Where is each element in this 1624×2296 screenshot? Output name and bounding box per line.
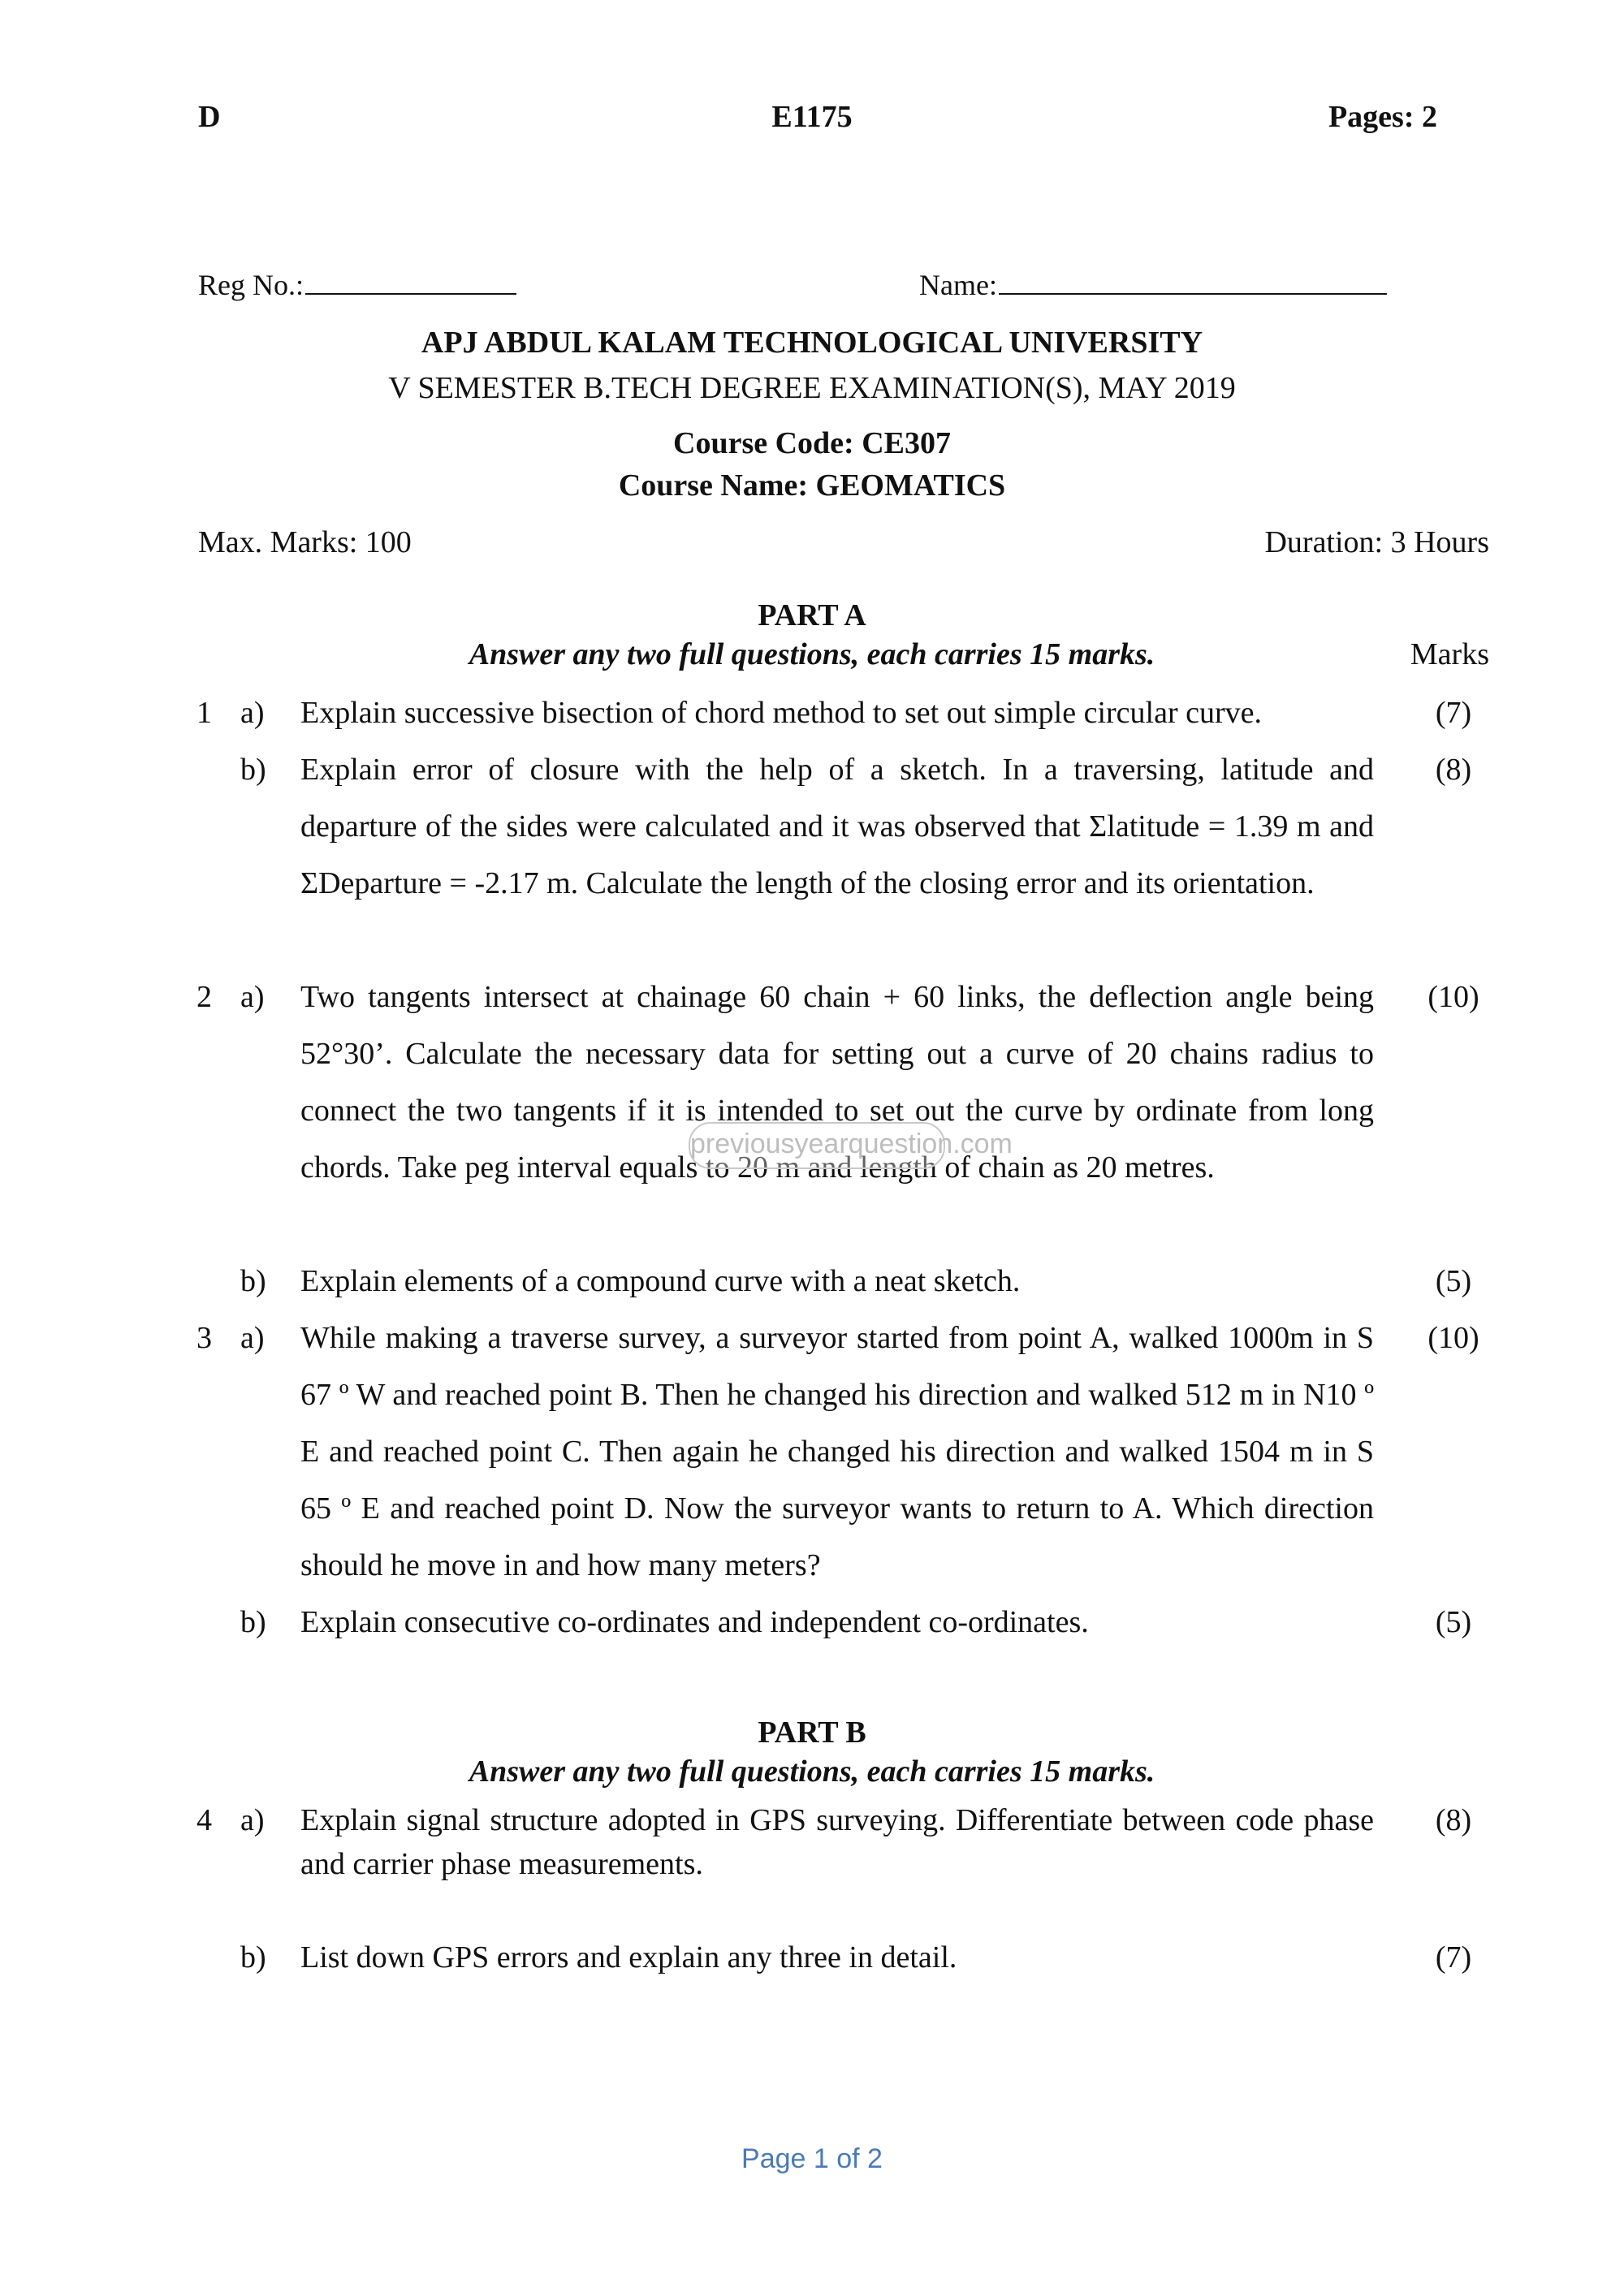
question-part: a): [240, 1321, 265, 1355]
watermark-logo: previousyearquestion.com: [689, 1122, 945, 1169]
question-text: Explain error of closure with the help of a sketch. In a traversing, latitude and departure of the sides were calculated and it was observed that Σlatitude = 1.39 m and ΣDeparture = -2.17 m. Calculate the length of the closing error and its orientation.: [300, 753, 1374, 900]
max-marks: Max. Marks: 100: [198, 525, 412, 559]
question-part: a): [240, 1803, 265, 1837]
name-field: [919, 268, 1387, 302]
question-marks: (7): [1435, 696, 1472, 730]
question-text: Explain consecutive co-ordinates and independent co-ordinates.: [300, 1605, 1089, 1639]
question-part: a): [240, 696, 265, 730]
question-text: While making a traverse survey, a surveyor started from point A, walked 1000m in S 67 º W and reached point B. Then he changed his direction and walked 512 m in N10 º E and reached point C. Then again he changed his direction and walked 1504 m in S 65 º E and reached point D. Now the surveyor wants to return to A. Which direction should he move in and how many meters?: [300, 1321, 1374, 1582]
question-part: b): [240, 1605, 266, 1639]
question-number: 2: [197, 980, 212, 1014]
question-marks: (5): [1435, 1264, 1472, 1298]
question-text: Explain elements of a compound curve with a neat sketch.: [300, 1264, 1021, 1298]
question-marks: (10): [1427, 1321, 1479, 1355]
marks-header: Marks: [1410, 637, 1489, 671]
question-part: b): [240, 753, 266, 787]
part-b-instruction: Answer any two full questions, each carries 15 marks.: [469, 1754, 1155, 1789]
question-number: 4: [197, 1803, 212, 1837]
question-part: a): [240, 980, 265, 1014]
paper-set: D: [198, 100, 221, 134]
name-label: Name:: [919, 269, 997, 301]
duration: Duration: 3 Hours: [1264, 525, 1489, 559]
reg-no-blank: [305, 269, 516, 295]
page-count: Pages: 2: [1328, 100, 1437, 134]
question-part: b): [240, 1940, 266, 1974]
exam-title: V SEMESTER B.TECH DEGREE EXAMINATION(S), MAY 2019: [388, 371, 1236, 405]
part-a-title: PART A: [758, 598, 866, 632]
page-footer: Page 1 of 2: [741, 2143, 883, 2174]
question-number: 3: [197, 1321, 212, 1355]
course-name: Course Name: GEOMATICS: [618, 468, 1006, 503]
question-text: Explain signal structure adopted in GPS surveying. Differentiate between code phase and carrier phase measurements.: [300, 1803, 1374, 1881]
course-code: Course Code: CE307: [673, 426, 951, 460]
reg-no-field: [198, 268, 516, 302]
question-marks: (10): [1427, 980, 1479, 1014]
part-a-instruction: Answer any two full questions, each carries 15 marks.: [469, 637, 1155, 671]
reg-no-label: Reg No.:: [198, 269, 304, 301]
question-number: 1: [197, 696, 212, 730]
question-text: Explain successive bisection of chord method to set out simple circular curve.: [300, 696, 1262, 730]
question-marks: (5): [1435, 1605, 1472, 1639]
question-marks: (8): [1435, 753, 1472, 787]
question-text: List down GPS errors and explain any three in detail.: [300, 1940, 957, 1974]
paper-code: E1175: [771, 100, 853, 134]
question-marks: (8): [1435, 1803, 1472, 1837]
name-blank: [999, 269, 1387, 295]
question-text: Two tangents intersect at chainage 60 chain + 60 links, the deflection angle being 52°30’. Calculate the necessary data for setting out a curve of 20 chains radius to connect the two tangents if it is intended to set out the curve by ordinate from long chords. Take peg interval equals to 20 m and length of chain as 20 metres.: [300, 980, 1374, 1185]
question-part: b): [240, 1264, 266, 1298]
question-marks: (7): [1435, 1940, 1472, 1974]
part-b-title: PART B: [758, 1716, 866, 1750]
university-name: APJ ABDUL KALAM TECHNOLOGICAL UNIVERSITY: [421, 326, 1203, 360]
